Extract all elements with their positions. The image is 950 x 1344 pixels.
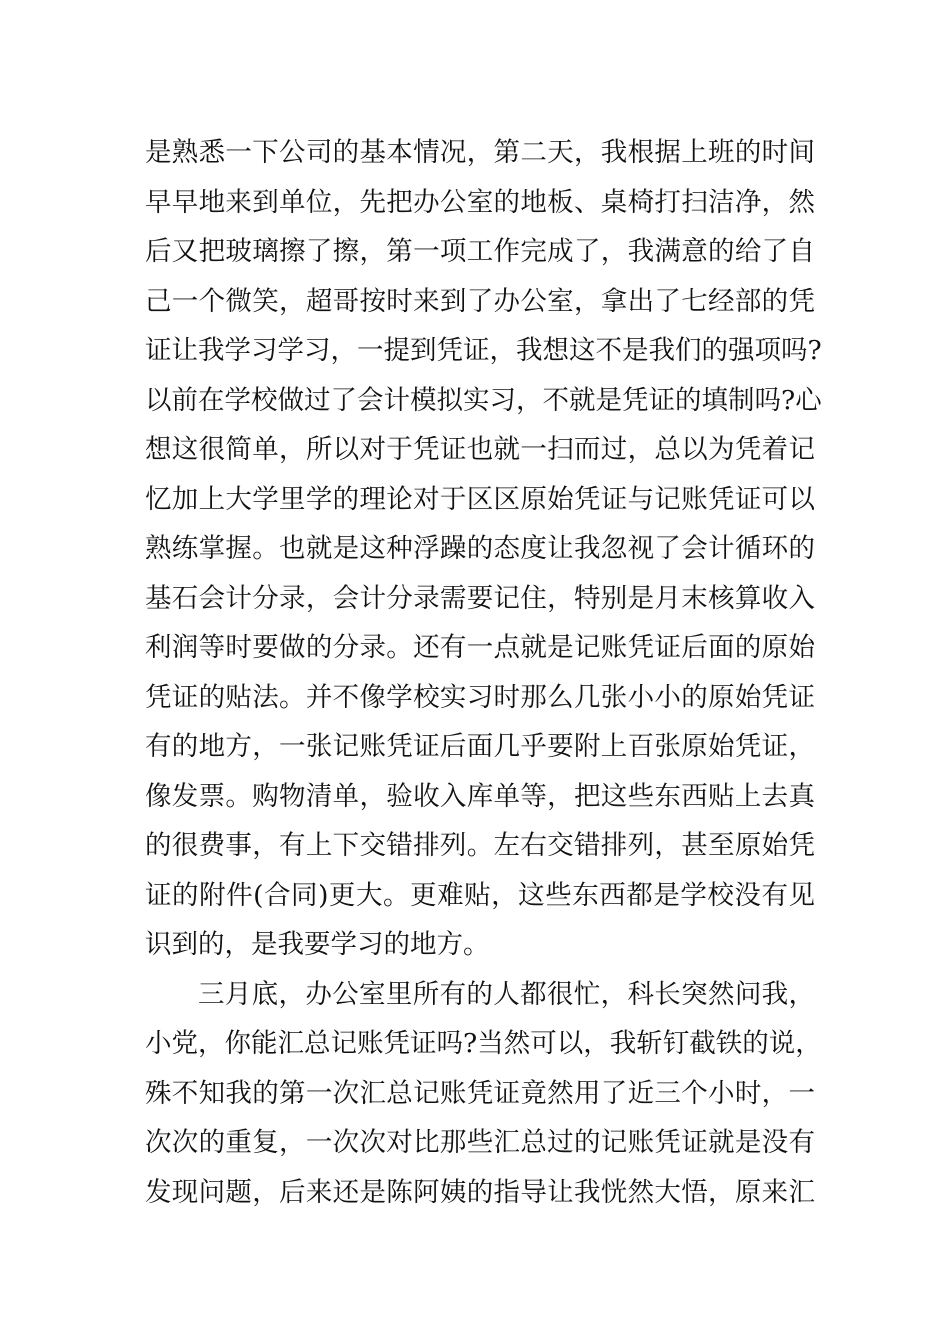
text-line: 次次的重复，一次次对比那些汇总过的记账凭证就是没有 [145, 1127, 815, 1158]
text-line: 有的地方，一张记账凭证后面几乎要附上百张原始凭证， [145, 731, 815, 762]
text-line: 基石会计分录，会计分录需要记住，特别是月末核算收入 [145, 582, 815, 614]
text-line: 忆加上大学里学的理论对于区区原始凭证与记账凭证可以 [145, 483, 815, 515]
body-text [145, 128, 822, 1217]
text-line-paragraph-start: 三月底，办公室里所有的人都很忙，科长突然问我， [198, 978, 815, 1010]
text-line: 殊不知我的第一次汇总记账凭证竟然用了近三个小时，一 [145, 1077, 815, 1109]
text-line: 的很费事，有上下交错排列。左右交错排列，甚至原始凭 [145, 830, 815, 861]
text-line: 凭证的贴法。并不像学校实习时那么几张小小的原始凭证 [145, 681, 815, 713]
text-line: 早早地来到单位，先把办公室的地板、桌椅打扫洁净，然 [145, 186, 815, 218]
text-line: 是熟悉一下公司的基本情况，第二天，我根据上班的时间 [145, 137, 815, 168]
text-line: 证让我学习学习，一提到凭证，我想这不是我们的强项吗? [145, 335, 822, 366]
text-line: 小党，你能汇总记账凭证吗?当然可以，我斩钉截铁的说， [145, 1028, 822, 1059]
text-line-paragraph-end: 识到的，是我要学习的地方。 [145, 929, 490, 960]
text-line: 己一个微笑，超哥按时来到了办公室，拿出了七经部的凭 [145, 285, 815, 317]
text-line: 想这很简单，所以对于凭证也就一扫而过，总以为凭着记 [145, 434, 815, 465]
text-line: 以前在学校做过了会计模拟实习，不就是凭证的填制吗?心 [145, 384, 822, 416]
text-line: 证的附件(合同)更大。更难贴，这些东西都是学校没有见 [145, 879, 815, 911]
text-line: 后又把玻璃擦了擦，第一项工作完成了，我满意的给了自 [145, 236, 815, 267]
text-line: 发现问题，后来还是陈阿姨的指导让我恍然大悟，原来汇 [145, 1176, 815, 1208]
text-line: 利润等时要做的分录。还有一点就是记账凭证后面的原始 [145, 632, 815, 663]
text-line: 像发票。购物清单，验收入库单等，把这些东西贴上去真 [145, 780, 815, 812]
text-line: 熟练掌握。也就是这种浮躁的态度让我忽视了会计循环的 [145, 533, 815, 564]
